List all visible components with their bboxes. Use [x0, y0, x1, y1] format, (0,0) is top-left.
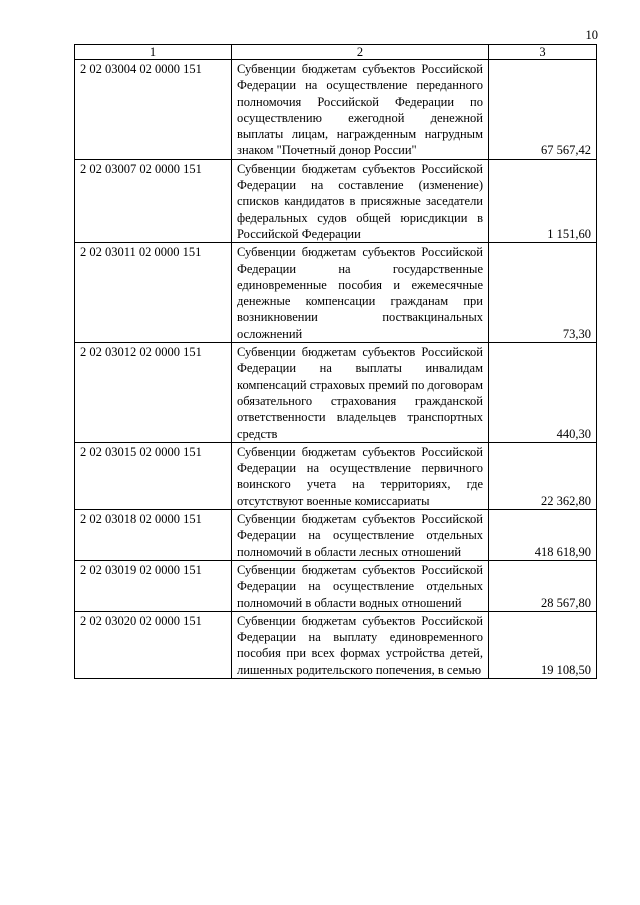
row-code: 2 02 03015 02 0000 151	[75, 442, 232, 509]
row-code: 2 02 03019 02 0000 151	[75, 560, 232, 611]
row-description: Субвенции бюджетам субъектов Российской Федерации на составление (изменение) списков кандидатов в присяжные заседатели федеральных судов общей юрисдикции в Российской Федерации	[232, 159, 489, 242]
row-amount: 440,30	[489, 343, 597, 443]
row-code: 2 02 03012 02 0000 151	[75, 343, 232, 443]
row-description: Субвенции бюджетам субъектов Российской Федерации на выплаты инвалидам компенсаций страховых премий по договорам обязательного страхования гражданской ответственности владельцев транспортных средств	[232, 343, 489, 443]
row-description: Субвенции бюджетам субъектов Российской Федерации на осуществление отдельных полномочий в области лесных отношений	[232, 510, 489, 561]
row-description: Субвенции бюджетам субъектов Российской Федерации на осуществление отдельных полномочий в области водных отношений	[232, 560, 489, 611]
row-amount: 418 618,90	[489, 510, 597, 561]
row-description: Субвенции бюджетам субъектов Российской Федерации на выплату единовременного пособия при всех формах устройства детей, лишенных родительского попечения, в семью	[232, 611, 489, 678]
table-row	[75, 343, 597, 443]
row-amount: 22 362,80	[489, 442, 597, 509]
row-amount: 28 567,80	[489, 560, 597, 611]
table-row	[75, 560, 597, 611]
table-row	[75, 510, 597, 561]
row-code: 2 02 03004 02 0000 151	[75, 60, 232, 160]
table-row	[75, 60, 597, 160]
row-code: 2 02 03007 02 0000 151	[75, 159, 232, 242]
row-description: Субвенции бюджетам субъектов Российской Федерации на осуществление переданного полномочия Российской Федерации по осуществлению ежегодной денежной выплаты лицам, награжденным нагрудным знаком "Почетный донор России"	[232, 60, 489, 160]
column-header-code: 1	[75, 45, 232, 60]
table-row	[75, 442, 597, 509]
table-row	[75, 159, 597, 242]
row-code: 2 02 03018 02 0000 151	[75, 510, 232, 561]
table-row	[75, 243, 597, 343]
table-header-row	[75, 45, 597, 60]
row-amount: 67 567,42	[489, 60, 597, 160]
row-description: Субвенции бюджетам субъектов Российской Федерации на осуществление первичного воинского учета на территориях, где отсутствуют военные комиссариаты	[232, 442, 489, 509]
row-amount: 1 151,60	[489, 159, 597, 242]
row-amount: 19 108,50	[489, 611, 597, 678]
table-row	[75, 611, 597, 678]
budget-revenue-table	[74, 44, 597, 679]
column-header-amount: 3	[489, 45, 597, 60]
row-amount: 73,30	[489, 243, 597, 343]
row-description: Субвенции бюджетам субъектов Российской Федерации на государственные единовременные пособия и ежемесячные денежные компенсации гражданам при возникновении поствакцинальных осложнений	[232, 243, 489, 343]
row-code: 2 02 03020 02 0000 151	[75, 611, 232, 678]
row-code: 2 02 03011 02 0000 151	[75, 243, 232, 343]
page-number: 10	[585, 28, 598, 42]
column-header-description: 2	[232, 45, 489, 60]
